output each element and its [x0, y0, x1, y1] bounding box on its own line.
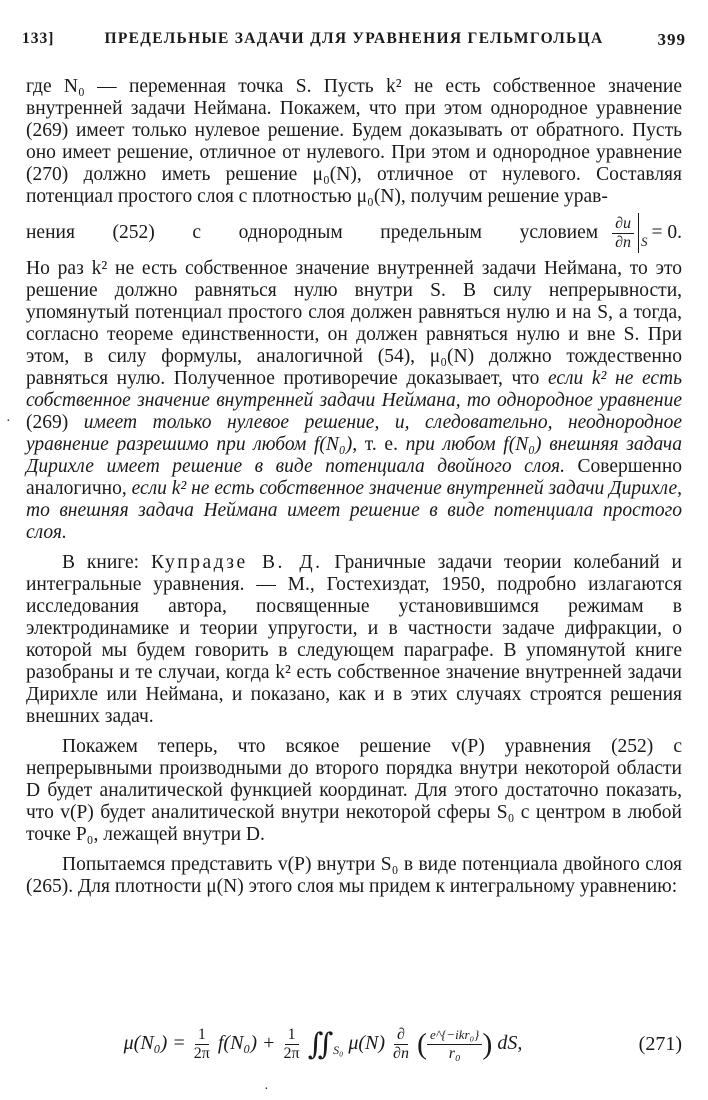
page-dot: ·	[264, 1082, 269, 1097]
bc-subscript: S	[641, 234, 648, 249]
argument-text: Но раз k² не есть собственное значение внутренней задачи Неймана, то это решение должно равняться нулю внутри S. В силу непрерывности, упомянутый потенциал простого слоя должен равняться нулю и на S, а тогда, согласно теореме единственности, он должен равняться нулю и вне S. При этом, в силу формулы, аналогичной (54), μ₀(N) должно тождественно равняться нулю. Полученное противоречие доказывает, что	[26, 258, 682, 389]
eq-tail: dS,	[497, 1031, 523, 1054]
bc-rhs: = 0.	[651, 222, 682, 243]
boundary-condition	[612, 213, 682, 253]
eq-term-1: f(N₀) +	[217, 1031, 276, 1054]
section-number: 133]	[22, 30, 55, 47]
eq-kernel	[427, 1026, 482, 1063]
final-italic: если k² не есть собственное значение внутренней задачи Дирихле, то внешняя задача Неймана имеет решение в виде потенциала простого слоя.	[26, 478, 682, 543]
running-header	[22, 30, 686, 54]
eq-double-integral: ∬	[307, 1027, 334, 1061]
eq-normal-derivative	[390, 1026, 412, 1063]
eq-frac-1-num: 1	[195, 1026, 209, 1045]
conclusion-italic-1: если k² не есть собственное значение внутренней задачи Неймана, то однородное уравнение	[26, 368, 682, 411]
conclusion-plain: т. е.	[364, 434, 398, 455]
final-plain: Совершенно аналогично,	[26, 456, 683, 499]
paragraph-3: Покажем теперь, что всякое решение v(P) уравнения (252) с непрерывными производными до второго порядка внутри некоторой области D будет аналитической функцией координат. Для этого достаточно показать, что v(P) будет аналитической внутри некоторой сферы S₀ с центром в любой точке P₀, лежащей внутри D.	[26, 736, 682, 845]
reference-text: Граничные задачи теории колебаний и интегральные уравнения. — М., Гостехиздат, 1950, подробно излагаются исследования автора, посвященные установившимся режимам в электродинамике и теории упругости, и в частности задаче дифракции, о которой мы будем говорить в следующем параграфе. В упомянутой книге разобраны и те случаи, когда k² есть собственное значение внутренней задачи Дирихле или Неймана, и показано, как и в этих случаях строятся решения внешних задач.	[26, 552, 682, 727]
eq-open-paren: (	[416, 1027, 427, 1060]
page-body	[26, 76, 682, 898]
equation-expression	[26, 1026, 620, 1063]
reference-intro: В книге:	[62, 552, 140, 573]
running-title: ПРЕДЕЛЬНЫЕ ЗАДАЧИ ДЛЯ УРАВНЕНИЯ ГЕЛЬМГОЛЬЦА	[104, 30, 604, 47]
eq-frac-2-num: 1	[285, 1026, 299, 1045]
eq-deriv-den: ∂n	[393, 1044, 409, 1062]
bc-numerator: ∂u	[612, 215, 634, 234]
eq-integrand: μ(N)	[348, 1031, 386, 1054]
eq-frac-2-den: 2π	[283, 1044, 300, 1062]
boundary-condition-line	[26, 208, 682, 258]
eq-deriv-num: ∂	[394, 1026, 408, 1045]
margin-mark: ·	[6, 414, 11, 429]
eq-frac-1	[191, 1026, 213, 1063]
paragraph-4: Попытаемся представить v(P) внутри S₀ в виде потенциала двойного слоя (265). Для плотности μ(N) этого слоя мы придем к интегральному уравнению:	[26, 854, 682, 897]
paragraph-1-continued	[26, 258, 682, 544]
bc-fraction	[612, 215, 634, 252]
equation-number: (271)	[638, 1032, 682, 1055]
equation-271	[26, 1012, 682, 1076]
conclusion-italic-2: имеет только нулевое решение, и, следовательно, неоднородное уравнение разрешимо при любом f(N₀),	[26, 412, 683, 455]
bc-line-text: нения (252) с однородным предельным условием	[26, 222, 599, 243]
page-number: 399	[657, 30, 686, 49]
paragraph-1-start: где N₀ — переменная точка S. Пусть k² не есть собственное значение внутренней задачи Неймана. Покажем, что при этом однородное уравнение (269) имеет только нулевое решение. Будем доказывать от обратного. Пусть оно имеет решение, отличное от нулевого. При этом и однородное уравнение (270) должно иметь решение μ₀(N), отличное от нулевого. Составляя потенциал простого слоя с плотностью μ₀(N), получим решение урав-	[26, 76, 682, 207]
eq-kernel-den: r₀	[448, 1044, 461, 1062]
eq-integral-domain: S₀	[333, 1042, 344, 1057]
eq-frac-1-den: 2π	[193, 1044, 210, 1062]
paragraph-2	[26, 552, 682, 728]
eq-kernel-num: e^{−ikr₀}	[427, 1026, 482, 1045]
conclusion-italic-3: при любом f(N₀) внешняя задача Дирихле имеет решение в виде потенциала двойного слоя.	[26, 434, 682, 477]
eq-close-paren: )	[482, 1027, 493, 1060]
eq-lhs: μ(N₀) =	[123, 1031, 186, 1054]
bc-denominator: ∂n	[615, 233, 631, 251]
evaluation-bar	[638, 213, 639, 253]
conclusion-ref: (269)	[26, 412, 69, 433]
reference-author: Купрадзе В. Д.	[150, 552, 323, 573]
eq-frac-2	[281, 1026, 303, 1063]
